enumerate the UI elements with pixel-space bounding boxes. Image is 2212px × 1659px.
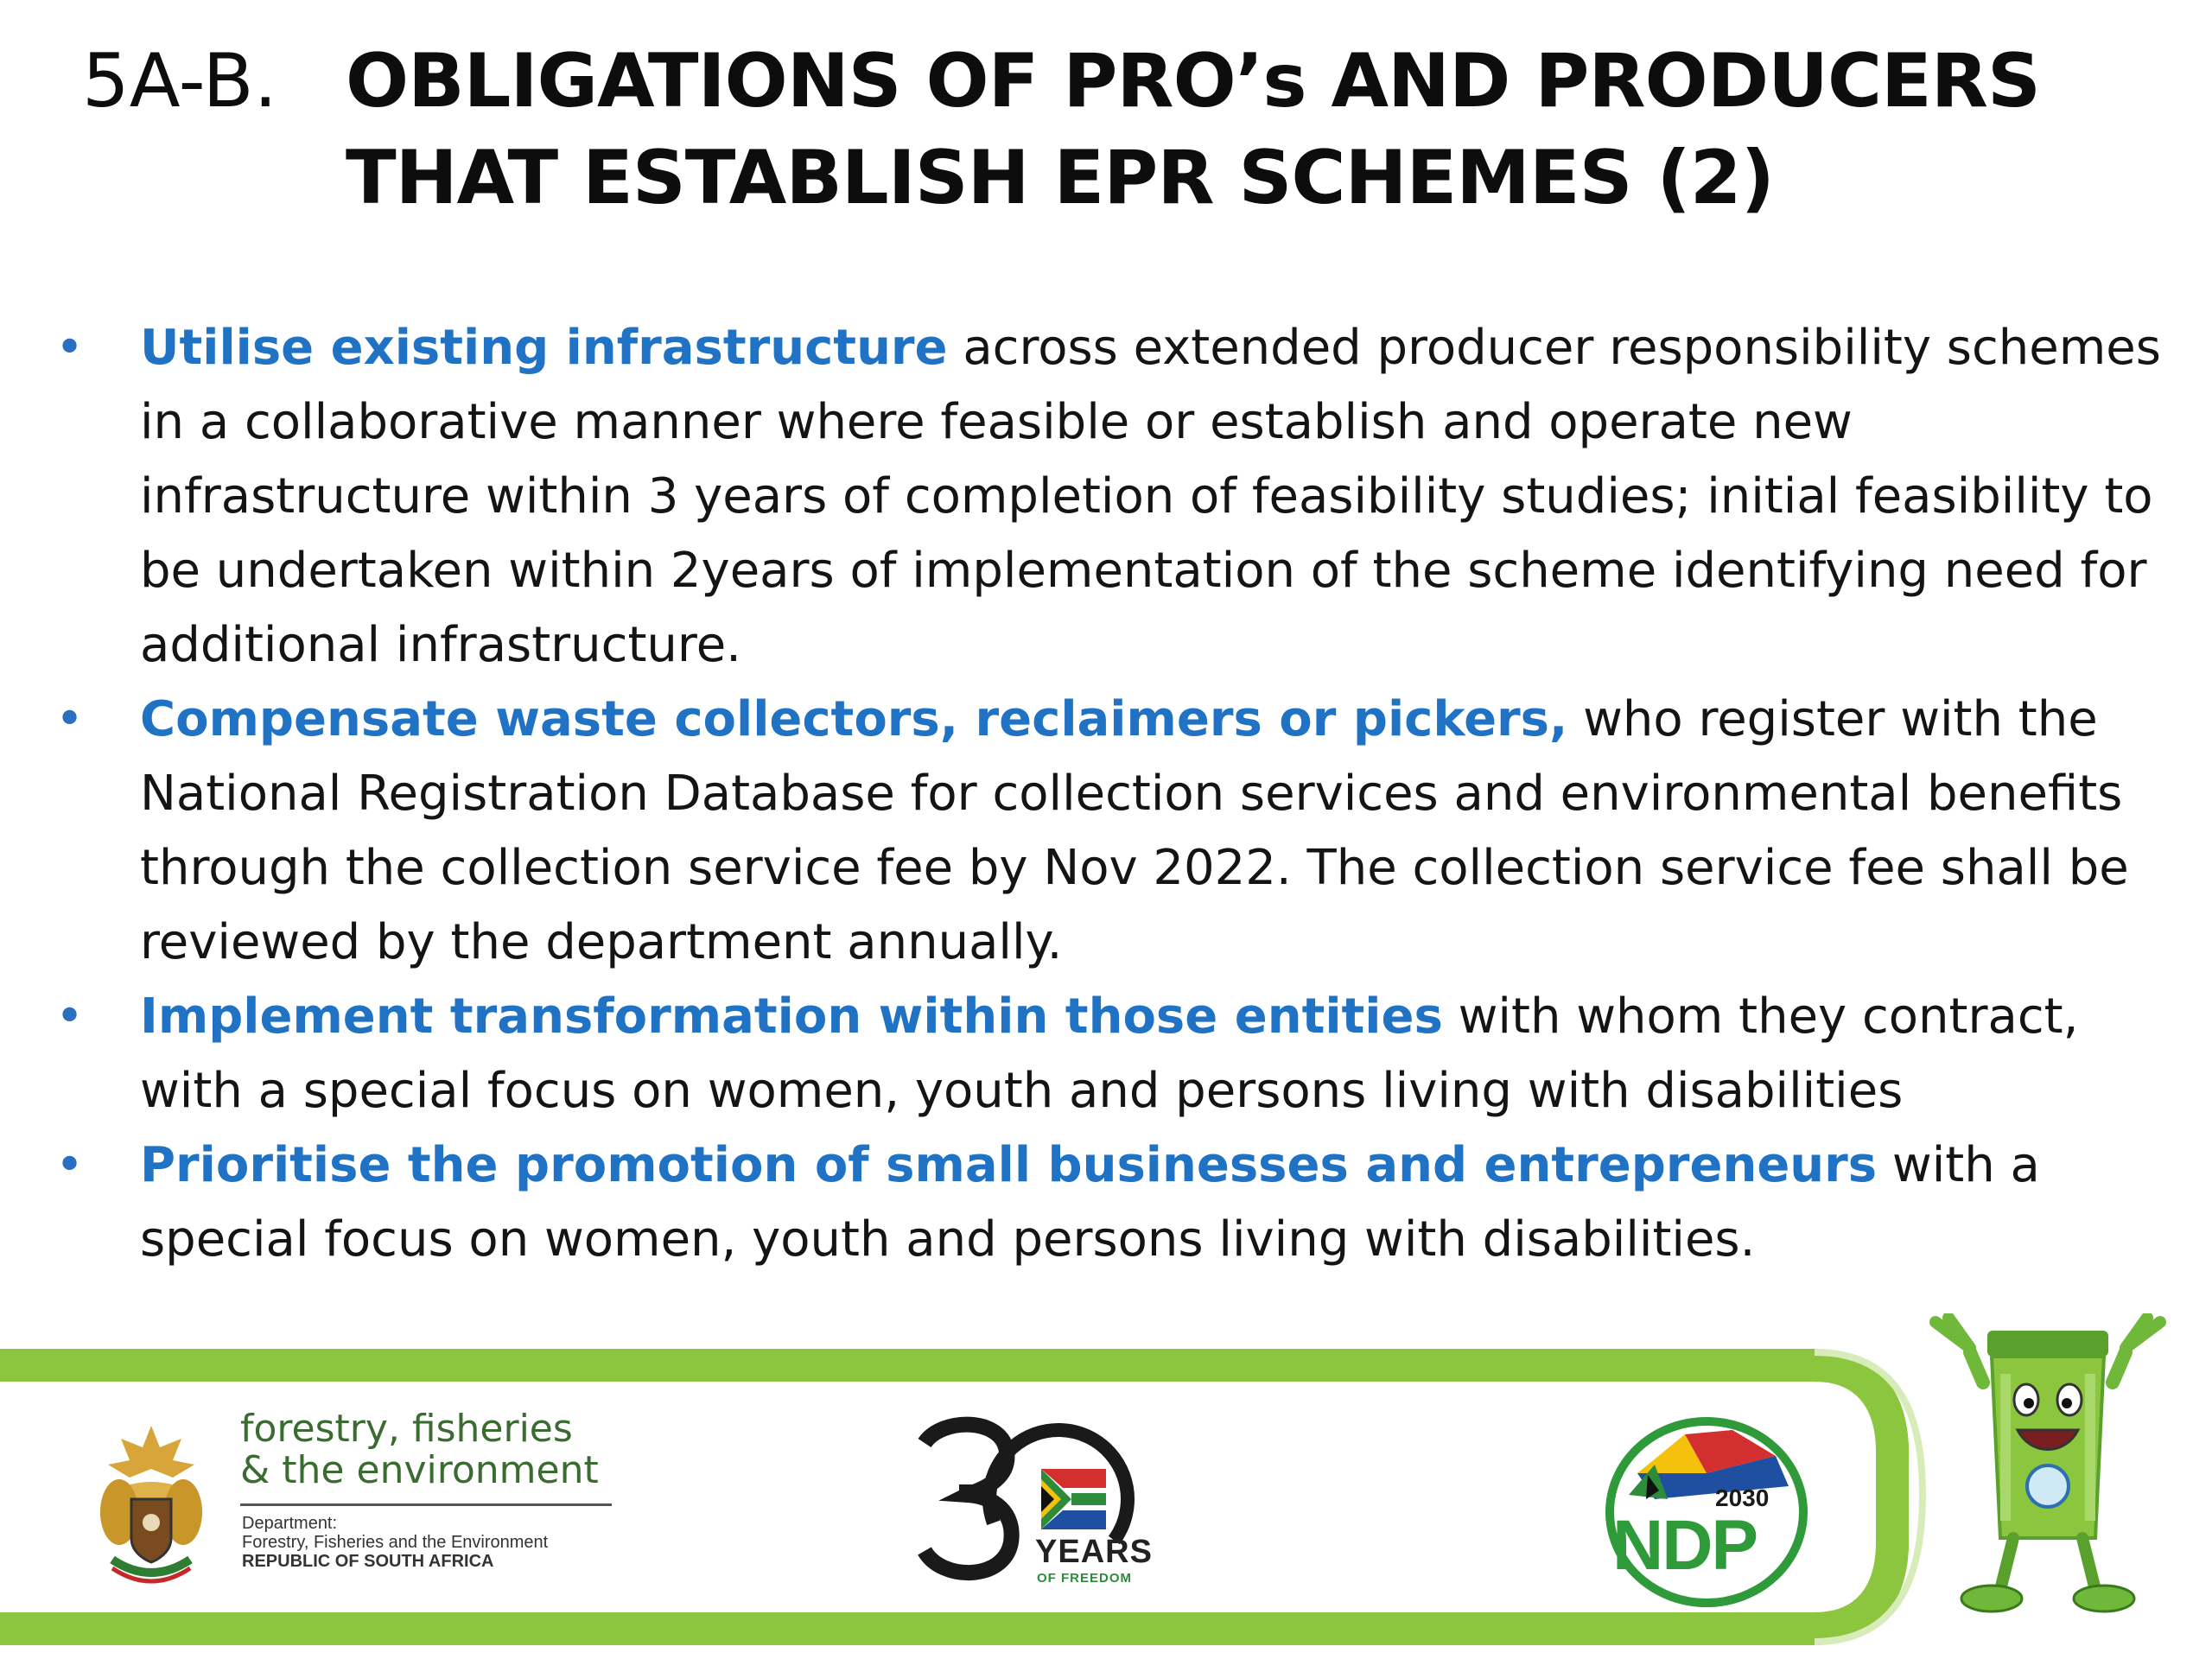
bullet-marker: • [55,691,85,747]
department-subtitle [242,1514,548,1571]
slide-number: 5A-B. [82,38,277,124]
country-name: REPUBLIC OF SOUTH AFRICA [242,1552,494,1571]
department-divider [240,1503,612,1506]
bullet-item [52,1128,2177,1277]
coat-of-arms-icon [86,1417,216,1590]
title-line-1: OBLIGATIONS OF PRO’s AND PRODUCERS [346,38,2040,124]
bullet-item [52,683,2177,980]
department-full-name: Forestry, Fisheries and the Environment [242,1533,549,1552]
slide-title [82,33,2156,226]
bullet-marker: • [55,320,85,376]
freedom-label: OF FREEDOM [1037,1571,1132,1586]
bullet-list [52,311,2177,1277]
department-name [240,1408,599,1491]
bullet-text: who register with the National Registration Database for collection services and environmental benefits through the collection service fee by Nov 2022. The collection service fee shall be reviewed by the department annually. [140,691,2129,970]
department-label: Department: [242,1514,338,1533]
thirty-years-label: YEARS [1035,1534,1153,1570]
bullet-text: across extended producer responsibility schemes in a collaborative manner where feasible or establish and operate new infrastructure within 3 years of completion of feasibility studies; initial feasibility to be undertaken within 2years of implementation of the scheme identifying need for additional infrastructure. [140,320,2161,673]
ndp-year: 2030 [1715,1484,1770,1511]
bullet-highlight: Utilise existing infrastructure [140,320,948,376]
bullet-marker: • [55,988,85,1045]
bullet-marker: • [55,1137,85,1193]
department-line-2: & the environment [240,1448,599,1492]
ndp-label: NDP [1612,1506,1758,1585]
bullet-text: with a special focus on women, youth and persons living with disabilities. [140,1137,2040,1268]
title-line-2: THAT ESTABLISH EPR SCHEMES (2) [346,135,1774,221]
bullet-highlight: Prioritise the promotion of small businesses and entrepreneurs [140,1137,1878,1193]
bullet-item [52,311,2177,683]
bullet-highlight: Implement transformation within those entities [140,988,1443,1045]
bullet-text: with whom they contract, with a special focus on women, youth and persons living with disabilities [140,988,2079,1119]
bullet-item [52,980,2177,1128]
bullet-highlight: Compensate waste collectors, reclaimers or pickers, [140,691,1568,747]
recycling-bin-mascot-icon [1918,1313,2177,1624]
department-line-1: forestry, fisheries [240,1407,573,1451]
